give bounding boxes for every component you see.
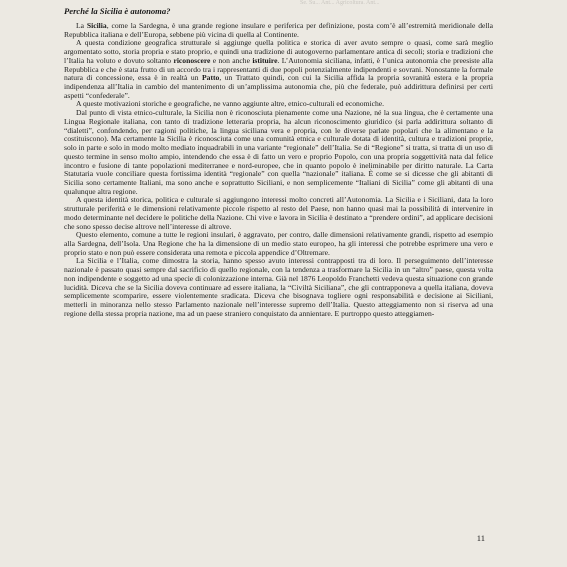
text-run: A questa condizione geografica strutturale si aggiunge quella politica e storica di aver avuto sempre o quasi, come sarà meglio argomentato sotto, storia propria e stato proprio, e quindi una tradizione di autogoverno parlamentare antica di secoli; storia e tradizioni che l’Italia ha voluto e dovuto soltanto: [64, 38, 493, 65]
paragraph: [64, 257, 493, 318]
text-run: A queste motivazioni storiche e geografiche, ne vanno aggiunte altre, etnico-culturali ed economiche.: [76, 99, 385, 109]
text-run: La: [76, 21, 87, 30]
page-number: 11: [476, 533, 485, 543]
page-title: Perché la Sicilia è autonoma?: [64, 6, 171, 16]
paragraph: [64, 109, 493, 196]
faint-running-header: Se. Su... Ant... Agricoltura. Ant...: [300, 0, 380, 6]
text-run: . L’Autonomia siciliana, infatti, è l’unica autonomia che preesiste alla Repubblica e che è stata frutto di un accordo tra i rappresentanti di due popoli potenzialmente indipendenti e sovrani. Nonostante la formale natura di concessione, essa è in realtà un: [64, 55, 494, 83]
paragraph: [64, 231, 493, 257]
text-run: A questa identità storica, politica e culturale si aggiungono interessi molto concreti all’Autonomia. La Sicilia e i Siciliani, data la loro strutturale periferità e le dimensioni relativamente piccole rispetto al resto del Paese, non hanno quasi mai la possibilità di intervenire in modo determinante nel decidere le politiche della Nazione. Chi vive e lavora in Sicilia è destinato a “prendere ordini”, ad applicare decisioni che sono spesso decise altrove nell’interesse di altrove.: [64, 195, 493, 231]
bold-term: riconoscere: [173, 55, 211, 65]
paragraph: [64, 39, 493, 100]
text-run: e non anche: [210, 55, 253, 65]
text-run: , un Trattato quindi, con cui la Sicilia affida la propria sovranità estera e la propria indipendenza all’Italia in cambio del mantenimento di un’amplissima autonomia che, più che federale, può addirittura definirsi per certi aspetti “confederale”.: [64, 73, 493, 100]
paragraph: [64, 196, 493, 231]
bold-term: istituire: [252, 55, 278, 65]
text-run: La Sicilia e l’Italia, come dimostra la storia, hanno spesso avuto interessi contrapposti tra di loro. Il perseguimento dell’interesse nazionale è passato quasi sempre dal sacrificio di quello regionale, con la tendenza a trasformare la Sicilia in un “altro” paese, questa volta non indipendente e soggetto ad una specie di colonizzazione interna. Già nel 1876 Leopoldo Franchetti vedeva questa situazione con grande lucidità. Diceva che se la Sicilia doveva continuare ad essere italiana, la “Civiltà Siciliana”, che gli contrapponeva a quella italiana, doveva semplicemente scomparire, essere violentemente sradicata. Diceva che bisognava togliere ogni responsabilità e decisione ai Siciliani, metterli in minoranza nello stesso Parlamento nazionale nell’interesse supremo dell’Italia. Questo atteggiamento non si riserva ad una regione della stessa propria nazione, ma ad un paese straniero conquistato da annientare. E purtroppo questo atteggiamen-: [64, 256, 493, 318]
text-run: , come la Sardegna, è una grande regione insulare e periferica per definizione, posta com’è all’estremità meridionale della Repubblica italiana e dell’Europa, sebbene più vicina di quella al Continente.: [64, 21, 493, 39]
text-run: Dal punto di vista etnico-culturale, la Sicilia non è riconosciuta pienamente come una Nazione, né la sua lingua, che è certamente una Lingua Regionale italiana, con tanto di tradizione letteraria propria, ha alcun riconoscimento giuridico (si parla addirittura soltanto di “dialetti”, confondendo, per ragioni politiche, la lingua siciliana vera e propria, con le diverse parlate popolari che la alimentano e la costituiscono). Ma certamente la Sicilia è riconosciuta come una comunità etnica e culturale dotata di identità, cultura e tradizioni proprie, solo in parte e solo in modo molto mediato inquadrabili in una variante “regionale” dell’Italia. Se di “Regione” si tratta, si tratta di un uso di questo termine in senso molto ampio, intendendo che essa è di fatto un vero e proprio Popolo, con una propria soggettività nata dal felice incontro e fusione di tante popolazioni mediterranee e nord-europee, che in quanto popolo è ineliminabile per diritto naturale. La Carta Statutaria vuole conciliare questa fortissima identità “regionale” con quella “nazionale” italiana. È come se si dicesse che gli abitanti di Sicilia sono certamente Italiani, ma sono anche e soprattutto Siciliani, e non semplicemente “Italiani di Sicilia” come gli abitanti di una qualunque altra regione.: [64, 108, 493, 196]
bold-term: Sicilia: [86, 21, 107, 30]
bold-term: Patto: [202, 73, 220, 83]
paragraph: [64, 22, 493, 39]
text-run: Questo elemento, comune a tutte le regioni insulari, è aggravato, per contro, dalle dimensioni relativamente grandi, rispetto ad esempio alla Sardegna, dell’Isola. Una Regione che ha la dimensione di un medio stato europeo, ha gli interessi che potrebbe esprimere una vero e proprio stato e non può essere considerata una remota e piccola appendice d’Oltremare.: [64, 230, 493, 257]
body-text: [64, 22, 493, 318]
